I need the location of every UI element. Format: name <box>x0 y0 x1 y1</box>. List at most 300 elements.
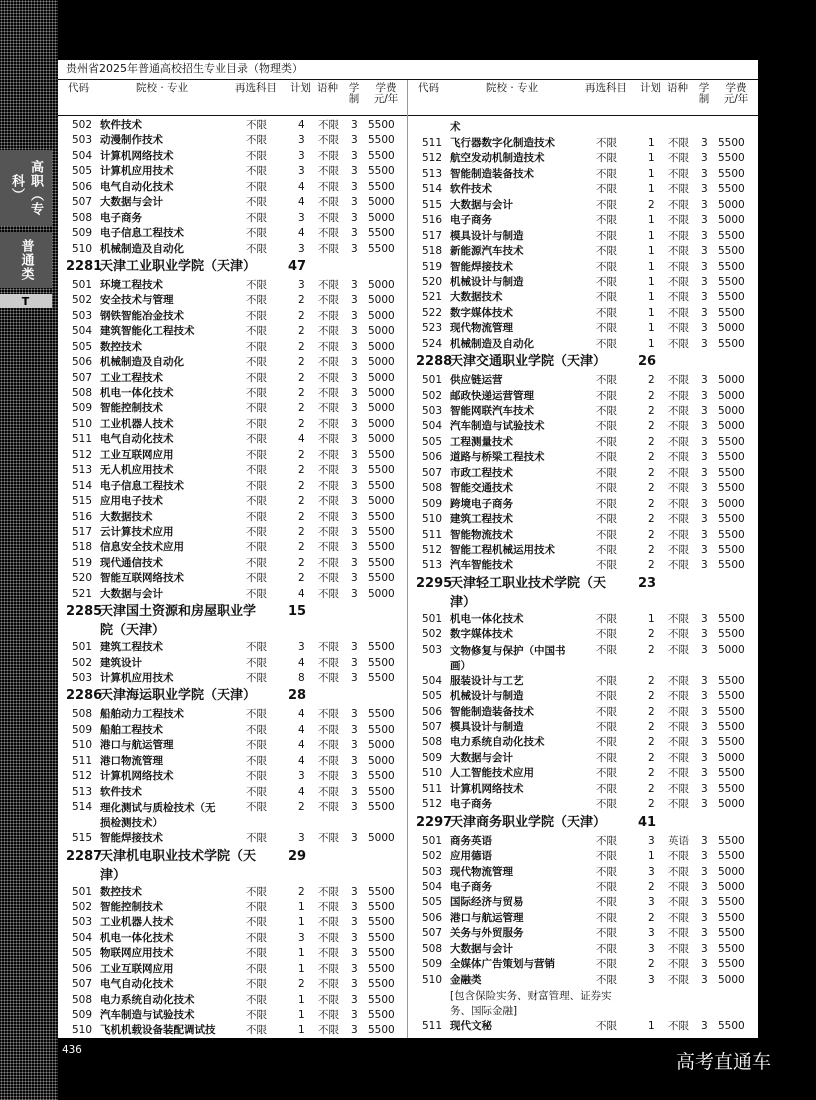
header-code: 代码 <box>68 82 89 94</box>
major-code: 508 <box>422 482 443 495</box>
major-language: 不限 <box>318 962 339 975</box>
major-fee: 5500 <box>368 479 395 492</box>
major-fee: 5500 <box>718 767 745 780</box>
major-language: 不限 <box>668 513 689 526</box>
major-fee: 5500 <box>368 134 395 147</box>
major-length: 3 <box>701 337 708 350</box>
school-total: 28 <box>288 688 307 704</box>
major-plan: 4 <box>298 587 305 600</box>
major-length: 3 <box>351 641 358 654</box>
major-plan: 2 <box>298 448 305 461</box>
major-fee: 5000 <box>368 278 395 291</box>
major-fee: 5500 <box>718 612 745 625</box>
major-plan: 4 <box>298 739 305 752</box>
major-length: 3 <box>351 278 358 291</box>
major-fee: 5000 <box>368 211 395 224</box>
major-plan: 2 <box>648 911 655 924</box>
major-subject: 不限 <box>246 770 267 783</box>
major-name: 服装设计与工艺 <box>450 674 524 687</box>
major-plan: 3 <box>298 931 305 944</box>
table-row <box>408 450 758 465</box>
major-fee: 5000 <box>718 198 745 211</box>
major-plan: 2 <box>298 510 305 523</box>
major-subject: 不限 <box>596 612 617 625</box>
major-name: 金融类 <box>450 973 482 986</box>
major-name: 港口物流管理 <box>100 754 163 767</box>
school-code: 2287 <box>66 848 103 864</box>
major-length: 3 <box>701 152 708 165</box>
major-language: 不限 <box>318 294 339 307</box>
major-length: 3 <box>351 227 358 240</box>
left-rows <box>58 116 407 1039</box>
major-code: 513 <box>422 167 443 180</box>
major-plan: 2 <box>648 782 655 795</box>
table-row <box>408 321 758 336</box>
major-name: 汽车制造与试验技术 <box>450 420 545 433</box>
major-language: 不限 <box>318 196 339 209</box>
table-row <box>58 293 407 308</box>
major-name: 航空发动机制造技术 <box>450 152 545 165</box>
table-row <box>58 118 407 133</box>
table-row <box>58 401 407 416</box>
major-plan: 1 <box>648 291 655 304</box>
header-language: 语种 <box>317 82 338 94</box>
major-code: 511 <box>422 137 443 149</box>
major-name: 电力系统自动化技术 <box>450 736 545 749</box>
major-fee: 5000 <box>368 495 395 508</box>
table-row <box>408 167 758 182</box>
major-plan: 3 <box>298 211 305 224</box>
major-language: 不限 <box>668 420 689 433</box>
table-row <box>58 164 407 179</box>
major-plan: 4 <box>298 180 305 193</box>
major-fee: 5000 <box>368 371 395 384</box>
major-plan: 2 <box>648 751 655 764</box>
major-name: 全媒体广告策划与营销 <box>450 958 555 971</box>
table-row <box>58 494 407 509</box>
major-fee: 5500 <box>718 674 745 687</box>
major-subject: 不限 <box>596 374 617 387</box>
major-language: 不限 <box>668 1020 689 1032</box>
major-fee: 5000 <box>368 402 395 415</box>
major-name: 数字媒体技术 <box>450 628 513 641</box>
major-plan: 3 <box>298 832 305 845</box>
major-code: 521 <box>422 291 443 304</box>
major-plan: 2 <box>648 559 655 572</box>
major-language: 不限 <box>318 931 339 944</box>
major-length: 3 <box>701 782 708 795</box>
major-code: 505 <box>72 340 93 353</box>
header-fee: 学费 元/年 <box>373 82 399 105</box>
table-row <box>408 720 758 735</box>
table-row <box>408 466 758 481</box>
table-row <box>408 911 758 926</box>
major-language: 不限 <box>318 641 339 654</box>
major-fee: 5500 <box>718 337 745 350</box>
school-name: 天津商务职业学院（天津） <box>450 814 607 830</box>
major-plan: 1 <box>298 1009 305 1021</box>
major-length: 3 <box>701 705 708 718</box>
watermark-text: 高考直通车 <box>676 1051 772 1073</box>
major-plan: 3 <box>648 834 655 847</box>
major-name: 机电一体化技术 <box>100 931 174 944</box>
major-code: 502 <box>422 850 443 863</box>
table-row <box>58 977 407 992</box>
table-row <box>408 389 758 404</box>
major-plan: 1 <box>648 229 655 242</box>
major-subject: 不限 <box>596 674 617 687</box>
table-row <box>58 195 407 210</box>
table-row <box>58 785 407 800</box>
major-name: 智能控制技术 <box>100 900 163 913</box>
major-language: 不限 <box>318 739 339 752</box>
major-fee: 5500 <box>718 911 745 924</box>
table-row <box>58 371 407 386</box>
table-row <box>408 880 758 895</box>
table-row <box>58 769 407 784</box>
major-code: 507 <box>72 978 93 991</box>
major-code: 517 <box>72 525 93 538</box>
major-subject: 不限 <box>246 402 267 415</box>
major-code: 524 <box>422 337 443 350</box>
major-code: 508 <box>72 211 93 224</box>
major-name: 现代物流管理 <box>450 865 513 878</box>
major-plan: 4 <box>298 754 305 767</box>
major-length: 3 <box>701 643 708 656</box>
major-length: 3 <box>701 927 708 940</box>
major-name: 电力系统自动化技术 <box>100 993 195 1006</box>
major-code: 513 <box>72 464 93 477</box>
major-fee: 5500 <box>718 306 745 319</box>
major-fee: 5000 <box>368 325 395 338</box>
major-plan: 2 <box>648 543 655 556</box>
major-code: 510 <box>72 417 93 430</box>
major-subject: 不限 <box>596 911 617 924</box>
major-subject: 不限 <box>596 405 617 417</box>
major-code: 501 <box>72 885 93 898</box>
major-note: [包含保险实务、财富管理、证券实 务、国际金融] <box>450 990 612 1017</box>
major-plan: 2 <box>298 801 305 814</box>
major-language: 不限 <box>318 325 339 338</box>
major-language: 不限 <box>668 183 689 196</box>
major-code: 509 <box>422 751 443 764</box>
major-length: 3 <box>701 245 708 258</box>
major-code: 507 <box>422 466 443 479</box>
major-fee: 5000 <box>718 420 745 433</box>
major-subject: 不限 <box>246 417 267 430</box>
major-fee: 5500 <box>718 451 745 464</box>
major-length: 3 <box>701 834 708 847</box>
major-subject: 不限 <box>596 337 617 350</box>
major-subject: 不限 <box>596 767 617 780</box>
major-language: 不限 <box>668 167 689 180</box>
table-row <box>58 556 407 571</box>
major-subject: 不限 <box>246 931 267 944</box>
table-row <box>408 865 758 880</box>
major-name: 机械制造及自动化 <box>450 337 534 350</box>
table-row <box>408 229 758 244</box>
major-plan: 3 <box>648 942 655 955</box>
major-name: 钢铁智能冶金技术 <box>100 309 184 322</box>
major-language: 不限 <box>668 705 689 718</box>
major-language: 不限 <box>318 978 339 991</box>
major-name: 计算机应用技术 <box>100 672 174 684</box>
major-name: 机械设计与制造 <box>450 690 524 703</box>
major-name: 工业互联网应用 <box>100 962 174 975</box>
table-row <box>408 705 758 720</box>
table-row <box>408 1019 758 1034</box>
major-language: 不限 <box>318 134 339 147</box>
major-subject: 不限 <box>246 556 267 569</box>
major-length: 3 <box>701 850 708 863</box>
major-subject: 不限 <box>596 705 617 718</box>
page-number: 436 <box>62 1043 82 1056</box>
major-length: 3 <box>701 973 708 986</box>
table-row <box>58 640 407 655</box>
major-fee: 5500 <box>718 850 745 863</box>
major-plan: 2 <box>648 420 655 433</box>
table-row <box>58 525 407 540</box>
major-subject: 不限 <box>596 850 617 863</box>
major-fee: 5500 <box>718 896 745 909</box>
major-fee: 5500 <box>368 785 395 798</box>
school-name: 天津轻工职业技术学院（天 津） <box>450 575 607 610</box>
major-subject: 不限 <box>246 227 267 240</box>
table-row <box>408 543 758 558</box>
major-subject: 不限 <box>246 993 267 1006</box>
major-code: 512 <box>422 543 443 556</box>
page-header <box>58 60 758 80</box>
major-fee: 5500 <box>368 708 395 721</box>
major-plan: 2 <box>298 309 305 322</box>
major-fee: 5000 <box>368 433 395 446</box>
major-language: 不限 <box>318 885 339 898</box>
major-length: 3 <box>701 880 708 893</box>
major-code: 509 <box>72 402 93 415</box>
major-name: 软件技术 <box>100 119 142 131</box>
major-length: 3 <box>351 309 358 322</box>
major-code: 509 <box>72 723 93 736</box>
major-subject: 不限 <box>246 134 267 147</box>
major-subject: 不限 <box>246 211 267 224</box>
major-fee: 5500 <box>368 525 395 538</box>
major-code: 503 <box>72 309 93 322</box>
major-fee: 5500 <box>718 291 745 304</box>
major-plan: 1 <box>648 306 655 319</box>
major-fee: 5500 <box>368 723 395 736</box>
table-row <box>58 1023 407 1038</box>
major-code: 510 <box>422 513 443 526</box>
major-length: 3 <box>701 482 708 495</box>
table-row <box>408 735 758 750</box>
major-plan: 1 <box>298 993 305 1006</box>
major-fee: 5500 <box>718 721 745 733</box>
table-row <box>408 528 758 543</box>
major-code: 506 <box>72 356 93 369</box>
major-language: 不限 <box>318 832 339 845</box>
major-language: 不限 <box>318 723 339 736</box>
major-length: 3 <box>351 1009 358 1021</box>
major-code: 510 <box>72 242 93 255</box>
major-subject: 不限 <box>246 309 267 322</box>
major-subject: 不限 <box>246 801 267 814</box>
table-row <box>58 479 407 494</box>
major-code: 508 <box>72 993 93 1006</box>
major-language: 不限 <box>668 528 689 541</box>
major-plan: 2 <box>298 541 305 554</box>
major-fee: 5500 <box>368 165 395 178</box>
major-plan: 2 <box>298 294 305 307</box>
major-name: 大数据与会计 <box>100 196 163 209</box>
major-subject: 不限 <box>246 739 267 752</box>
major-code: 515 <box>72 495 93 508</box>
major-plan: 1 <box>648 214 655 227</box>
major-code: 506 <box>72 962 93 975</box>
major-length: 3 <box>701 198 708 211</box>
table-row <box>58 355 407 370</box>
major-plan: 2 <box>648 405 655 417</box>
major-fee: 5000 <box>718 497 745 510</box>
major-fee: 5000 <box>718 405 745 417</box>
major-subject: 不限 <box>596 183 617 196</box>
major-plan: 2 <box>648 435 655 448</box>
major-plan: 2 <box>298 402 305 415</box>
major-language: 不限 <box>668 896 689 909</box>
major-subject: 不限 <box>246 978 267 991</box>
table-row <box>58 340 407 355</box>
table-row <box>58 900 407 915</box>
major-code: 514 <box>422 183 443 196</box>
major-name: 道路与桥梁工程技术 <box>450 451 545 464</box>
major-subject: 不限 <box>596 306 617 319</box>
side-tab-t: T <box>0 294 52 308</box>
major-language: 不限 <box>318 495 339 508</box>
major-plan: 2 <box>298 387 305 399</box>
school-code: 2297 <box>416 814 453 830</box>
major-length: 3 <box>351 785 358 798</box>
major-subject: 不限 <box>246 572 267 585</box>
major-plan: 1 <box>648 152 655 165</box>
school-row <box>58 602 407 640</box>
major-code: 510 <box>422 767 443 780</box>
major-code: 503 <box>422 643 443 656</box>
major-name: 数控技术 <box>100 340 142 353</box>
major-subject: 不限 <box>246 723 267 736</box>
major-subject: 不限 <box>596 528 617 541</box>
major-language: 不限 <box>668 767 689 780</box>
header-plan: 计划 <box>640 82 661 94</box>
table-row <box>58 993 407 1008</box>
table-row <box>58 226 407 241</box>
major-fee: 5000 <box>718 214 745 227</box>
major-name: 计算机网络技术 <box>450 782 524 795</box>
major-code: 502 <box>72 656 93 669</box>
major-subject: 不限 <box>246 278 267 291</box>
major-length: 3 <box>351 1024 358 1037</box>
table-row <box>58 386 407 401</box>
major-plan: 2 <box>298 417 305 430</box>
table-row <box>58 278 407 293</box>
major-fee: 5500 <box>718 435 745 448</box>
table-row <box>408 136 758 151</box>
major-plan: 4 <box>298 656 305 669</box>
major-subject: 不限 <box>596 798 617 811</box>
major-fee: 5500 <box>718 245 745 258</box>
major-language: 不限 <box>318 900 339 913</box>
major-subject: 不限 <box>596 927 617 940</box>
major-name: 工业机器人技术 <box>100 417 174 430</box>
table-row <box>58 540 407 555</box>
major-length: 3 <box>351 196 358 209</box>
major-language: 不限 <box>318 541 339 554</box>
major-code: 512 <box>72 770 93 783</box>
major-language: 不限 <box>318 417 339 430</box>
table-row <box>408 942 758 957</box>
major-language: 不限 <box>318 754 339 767</box>
table-row <box>408 512 758 527</box>
major-plan: 2 <box>298 325 305 338</box>
major-language: 不限 <box>668 543 689 556</box>
major-subject: 不限 <box>596 291 617 304</box>
major-name: 文物修复与保护（中国书 画） <box>450 644 566 672</box>
major-code: 510 <box>72 1024 93 1037</box>
major-plan: 2 <box>648 674 655 687</box>
major-language: 不限 <box>668 612 689 625</box>
major-length: 3 <box>351 801 358 814</box>
major-language: 不限 <box>668 497 689 510</box>
table-row <box>58 723 407 738</box>
major-language: 不限 <box>668 927 689 940</box>
major-plan: 2 <box>298 572 305 585</box>
major-language: 不限 <box>668 850 689 863</box>
major-length: 3 <box>701 420 708 433</box>
major-name: 物联网应用技术 <box>100 947 174 960</box>
table-row <box>58 587 407 602</box>
major-fee: 5500 <box>368 770 395 783</box>
table-row <box>408 612 758 627</box>
major-subject: 不限 <box>246 325 267 338</box>
major-fee: 5500 <box>368 572 395 585</box>
major-length: 3 <box>351 931 358 944</box>
major-plan: 4 <box>298 227 305 240</box>
major-subject: 不限 <box>596 451 617 464</box>
table-row <box>408 782 758 797</box>
major-subject: 不限 <box>246 541 267 554</box>
major-name: 机电一体化技术 <box>100 387 174 399</box>
major-fee: 5500 <box>368 885 395 898</box>
major-name: 计算机网络技术 <box>100 770 174 783</box>
school-code: 2281 <box>66 258 103 274</box>
table-row <box>408 151 758 166</box>
major-subject: 不限 <box>246 641 267 654</box>
major-length: 3 <box>701 896 708 909</box>
major-fee: 5000 <box>718 973 745 986</box>
major-fee: 5000 <box>368 294 395 307</box>
table-row <box>408 766 758 781</box>
table-row <box>58 180 407 195</box>
major-length: 3 <box>351 572 358 585</box>
major-length: 3 <box>351 479 358 492</box>
major-code: 507 <box>422 927 443 940</box>
major-subject: 不限 <box>246 900 267 913</box>
major-length: 3 <box>351 387 358 399</box>
major-length: 3 <box>701 736 708 749</box>
header-length: 学 制 <box>348 82 360 105</box>
major-plan: 1 <box>298 947 305 960</box>
header-code: 代码 <box>418 82 439 94</box>
major-fee: 5500 <box>718 137 745 149</box>
major-code: 522 <box>422 306 443 319</box>
